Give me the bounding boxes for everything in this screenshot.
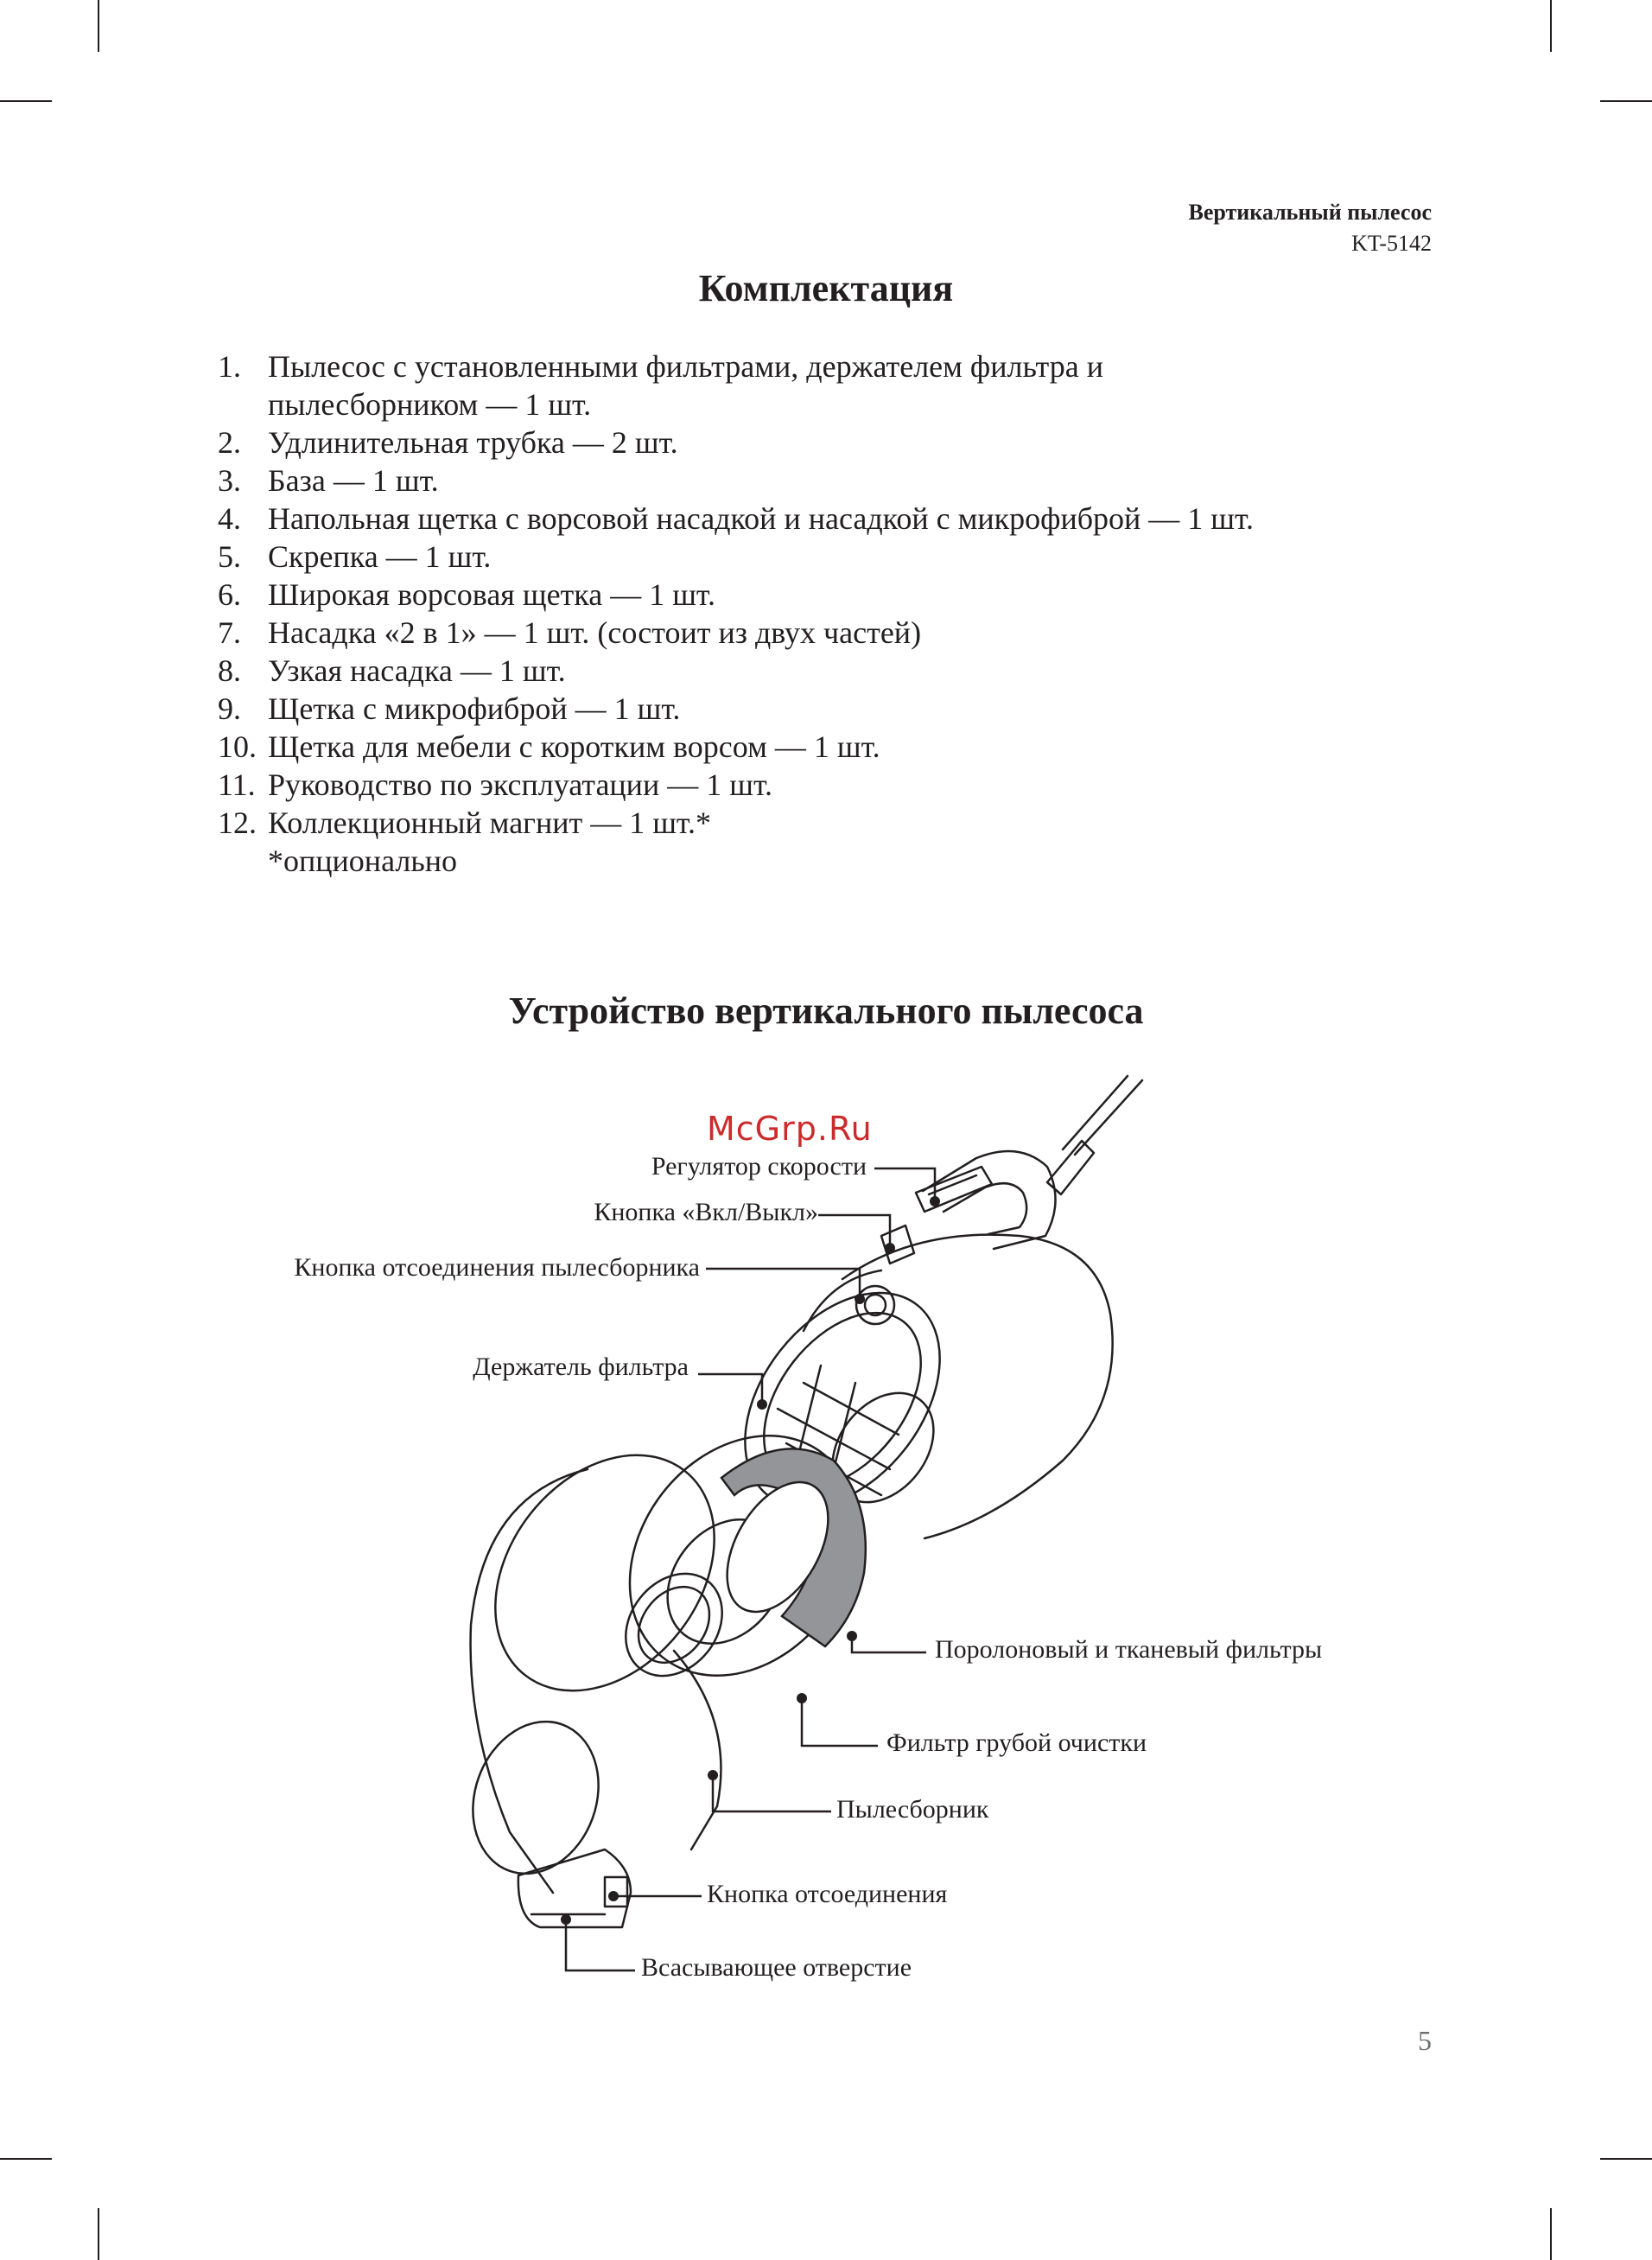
label-release-button: Кнопка отсоединения — [707, 1880, 948, 1908]
list-item: 5. Скрепка — 1 шт. — [218, 539, 492, 574]
label-suction-inlet: Всасывающее отверстие — [641, 1953, 912, 1982]
list-item: 6. Широкая ворсовая щетка — 1 шт. — [218, 577, 715, 612]
label-filter-holder: Держатель фильтра — [473, 1353, 689, 1381]
label-power-button: Кнопка «Вкл/Выкл» — [594, 1198, 818, 1226]
footnote: *опционально — [268, 844, 458, 878]
page-number: 5 — [1418, 2025, 1432, 2056]
label-foam-cloth-filters: Поролоновый и тканевый фильтры — [935, 1635, 1323, 1664]
list-item: 4. Напольная щетка с ворсовой насадкой и насадкой с микрофиброй — 1 шт. — [218, 501, 1255, 536]
list-item: 10. Щетка для мебели с коротким ворсом — 1 шт. — [218, 729, 880, 764]
label-bin-release-button: Кнопка отсоединения пылесборника — [294, 1253, 700, 1282]
list-item: 9. Щетка с микрофиброй — 1 шт. — [218, 691, 681, 726]
label-dust-bin: Пылесборник — [836, 1795, 989, 1824]
list-item: 3. База — 1 шт. — [218, 463, 439, 498]
list-item: 7. Насадка «2 в 1» — 1 шт. (состоит из двух частей) — [218, 615, 922, 650]
label-speed-regulator: Регулятор скорости — [651, 1152, 867, 1181]
device-title: Устройство вертикального пылесоса — [508, 990, 1144, 1032]
header-model: KT-5142 — [1351, 231, 1432, 256]
list-item: 11. Руководство по эксплуатации — 1 шт. — [218, 767, 772, 802]
list-item: 1. Пылесос с установленными фильтрами, держателем фильтра и пылесборником — 1 шт. — [218, 349, 1103, 422]
list-item: 12. Коллекционный магнит — 1 шт.* — [218, 805, 711, 840]
label-coarse-filter: Фильтр грубой очистки — [886, 1728, 1147, 1757]
kit-title: Комплектация — [698, 267, 954, 309]
header-title: Вертикальный пылесос — [1188, 200, 1432, 225]
watermark: McGrp.Ru — [707, 1110, 873, 1148]
list-item: 8. Узкая насадка — 1 шт. — [218, 653, 566, 688]
list-item: 2. Удлинительная трубка — 2 шт. — [218, 425, 678, 460]
